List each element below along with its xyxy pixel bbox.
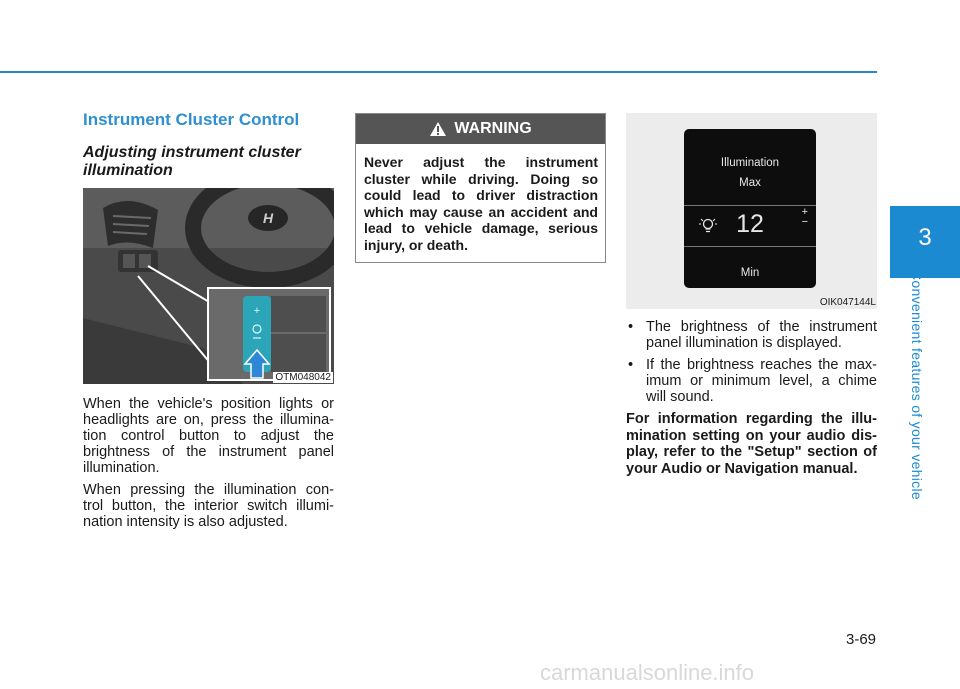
bullet-text: The brightness of the instrument panel illumination is displayed.: [646, 319, 877, 351]
display-level-bar: [684, 205, 816, 247]
page-number: 3-69: [846, 631, 877, 648]
svg-text:H: H: [262, 210, 274, 226]
chapter-tab: [890, 206, 960, 278]
dashboard-photo: [83, 188, 334, 384]
dashboard-illustration: [83, 188, 334, 384]
display-plus-minus: [802, 207, 808, 227]
warning-text: Never adjust the instrument cluster while driving. Doing so could lead to driver distraction which may cause an accident and lead to vehicle damage, serious injury, or death.: [364, 154, 598, 253]
right-column: [626, 113, 877, 477]
display-title: Illumination: [720, 157, 780, 169]
display-max-label: Max: [739, 177, 761, 189]
warning-box: [355, 113, 606, 263]
warning-label: WARNING: [454, 120, 532, 137]
bullet-mark: •: [628, 357, 634, 373]
cluster-figure: [626, 113, 877, 309]
svg-text:+: +: [253, 305, 261, 317]
figure-code-right: OIK047144L: [819, 297, 876, 308]
chapter-number: 3: [918, 224, 932, 251]
display-min-label: Min: [740, 267, 760, 279]
display-minus: −: [801, 216, 808, 228]
section-heading: Instrument Cluster Control: [83, 110, 300, 129]
paragraph-1: When the vehicle's position lights or headlights are on, press the illumina- tion control button to adjust the brightness of the instrument panel illumination.: [83, 396, 334, 476]
list-item: [626, 319, 877, 351]
display-level: 12: [736, 210, 764, 238]
left-column: [83, 110, 334, 530]
figure-code-left: OTM048042: [275, 372, 331, 383]
paragraph-2: When pressing the illumination con- trol button, the interior switch illumi- nation intensity is also adjusted.: [83, 482, 334, 530]
subsection-heading: Adjusting instrument cluster illumination: [83, 144, 301, 179]
chapter-title: Convenient features of your vehicle: [909, 270, 925, 500]
watermark: carmanualsonline.info: [540, 660, 755, 685]
warning-triangle-icon: [429, 121, 447, 137]
bullet-mark: •: [628, 319, 634, 335]
list-item: [626, 357, 877, 405]
warning-header: [356, 114, 605, 144]
bullet-text: If the brightness reaches the max- imum or minimum level, a chime will sound.: [646, 357, 877, 405]
cluster-display: [684, 129, 816, 288]
display-plus: +: [801, 206, 808, 218]
bullet-list: [626, 319, 877, 405]
note-paragraph: For information regarding the illu- mination setting on your audio dis- play, refer to the "Setup" section of your Audio or Navigation manual.: [626, 411, 877, 477]
top-rule: [0, 71, 877, 73]
